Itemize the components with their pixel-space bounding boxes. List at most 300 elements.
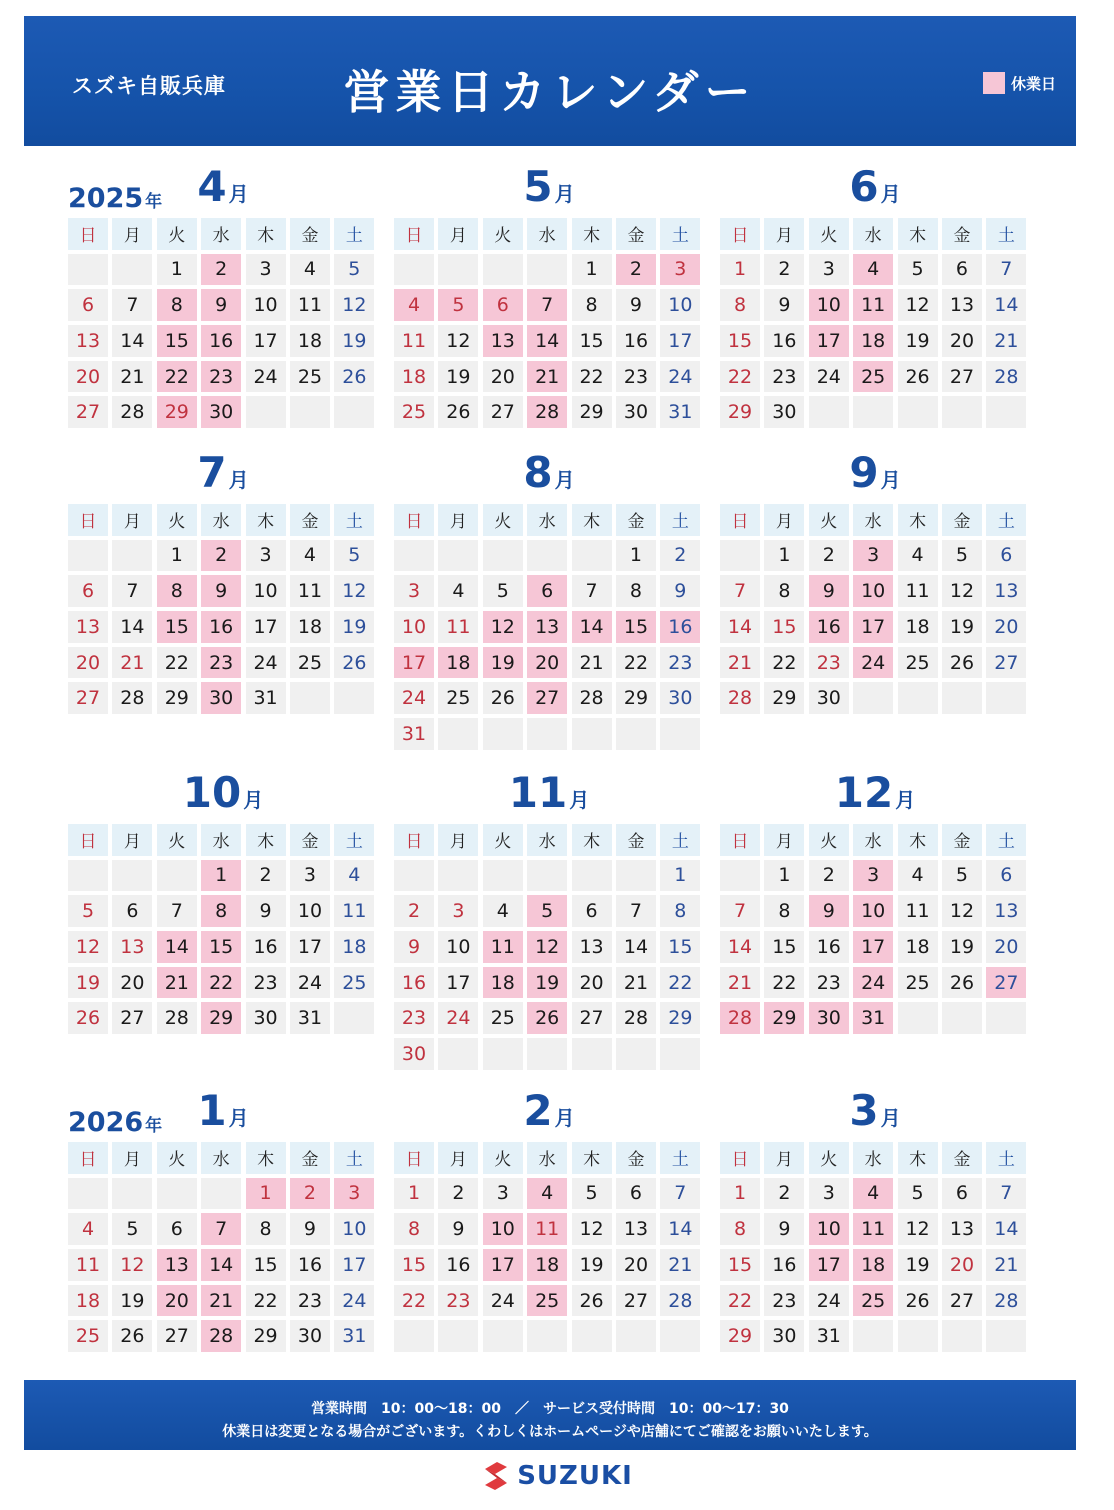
weekday-header: 木: [898, 1142, 938, 1174]
day-cell: 19: [334, 325, 374, 357]
weekday-header: 金: [290, 824, 330, 856]
day-cell: 3: [853, 540, 893, 572]
day-cell: 10: [438, 931, 478, 963]
day-cell: 11: [334, 895, 374, 927]
month-label: 7 月: [197, 448, 249, 497]
empty-cell: [898, 682, 938, 714]
day-cell: 23: [201, 361, 241, 393]
day-cell: 19: [112, 1285, 152, 1317]
day-cell: 25: [853, 361, 893, 393]
month-calendar-12: [720, 766, 1030, 1034]
day-cell: 29: [201, 1002, 241, 1034]
day-cell: 4: [853, 254, 893, 286]
day-cell: 22: [157, 361, 197, 393]
weekday-header: 金: [290, 218, 330, 250]
day-cell: 22: [246, 1285, 286, 1317]
day-cell: 27: [527, 682, 567, 714]
day-cell: 26: [572, 1285, 612, 1317]
suzuki-s-icon: [481, 1460, 511, 1492]
weekday-header: 水: [853, 1142, 893, 1174]
day-cell: 21: [572, 647, 612, 679]
day-cell: 19: [334, 611, 374, 643]
day-cell: 19: [572, 1249, 612, 1281]
day-cell: 11: [438, 611, 478, 643]
weekday-header: 日: [68, 504, 108, 536]
weekday-header: 水: [527, 824, 567, 856]
weekday-header: 火: [157, 824, 197, 856]
day-grid: [720, 824, 1030, 1034]
empty-cell: [527, 1320, 567, 1352]
month-header: [394, 1084, 704, 1142]
day-cell: 13: [986, 575, 1026, 607]
weekday-header: 火: [483, 218, 523, 250]
day-cell: 19: [438, 361, 478, 393]
day-cell: 12: [898, 1213, 938, 1245]
day-cell: 1: [660, 860, 700, 892]
weekday-header: 月: [112, 504, 152, 536]
business-hours: 営業時間 10：00〜18：00 ／ サービス受付時間 10：00〜17：30: [311, 1401, 789, 1417]
day-cell: 5: [334, 254, 374, 286]
day-grid: [68, 504, 378, 714]
empty-cell: [483, 860, 523, 892]
day-cell: 29: [764, 682, 804, 714]
empty-cell: [572, 860, 612, 892]
day-cell: 13: [112, 931, 152, 963]
day-cell: 7: [720, 575, 760, 607]
day-cell: 10: [394, 611, 434, 643]
day-cell: 26: [112, 1320, 152, 1352]
day-cell: 12: [68, 931, 108, 963]
weekday-header: 金: [290, 1142, 330, 1174]
day-cell: 13: [68, 325, 108, 357]
day-cell: 20: [483, 361, 523, 393]
weekday-header: 月: [112, 218, 152, 250]
weekday-header: 月: [112, 824, 152, 856]
day-cell: 14: [616, 931, 656, 963]
day-cell: 10: [853, 895, 893, 927]
day-cell: 19: [942, 931, 982, 963]
weekday-header: 水: [201, 824, 241, 856]
empty-cell: [527, 718, 567, 750]
day-cell: 29: [157, 682, 197, 714]
day-cell: 8: [246, 1213, 286, 1245]
day-cell: 13: [157, 1249, 197, 1281]
day-cell: 24: [246, 361, 286, 393]
day-cell: 10: [246, 289, 286, 321]
day-cell: 12: [334, 289, 374, 321]
day-cell: 25: [527, 1285, 567, 1317]
empty-cell: [290, 396, 330, 428]
day-grid: [720, 1142, 1030, 1352]
day-cell: 23: [660, 647, 700, 679]
day-cell: 10: [809, 1213, 849, 1245]
day-cell: 9: [809, 895, 849, 927]
weekday-header: 火: [809, 504, 849, 536]
day-cell: 26: [942, 967, 982, 999]
weekday-header: 月: [764, 504, 804, 536]
day-cell: 9: [660, 575, 700, 607]
day-cell: 23: [438, 1285, 478, 1317]
day-cell: 28: [527, 396, 567, 428]
day-cell: 29: [764, 1002, 804, 1034]
day-cell: 17: [438, 967, 478, 999]
day-cell: 8: [764, 575, 804, 607]
month-label: 8 月: [523, 448, 575, 497]
day-cell: 20: [68, 361, 108, 393]
day-cell: 26: [898, 1285, 938, 1317]
weekday-header: 土: [660, 504, 700, 536]
day-cell: 4: [898, 860, 938, 892]
day-cell: 11: [290, 575, 330, 607]
empty-cell: [483, 1038, 523, 1070]
weekday-header: 土: [986, 1142, 1026, 1174]
day-cell: 6: [68, 575, 108, 607]
day-cell: 15: [157, 325, 197, 357]
day-cell: 14: [112, 325, 152, 357]
day-cell: 21: [986, 1249, 1026, 1281]
weekday-header: 日: [394, 1142, 434, 1174]
day-cell: 28: [201, 1320, 241, 1352]
day-cell: 2: [764, 1178, 804, 1210]
day-cell: 22: [572, 361, 612, 393]
empty-cell: [483, 254, 523, 286]
day-cell: 19: [527, 967, 567, 999]
day-cell: 3: [809, 1178, 849, 1210]
day-cell: 22: [720, 1285, 760, 1317]
month-label: 4 月: [197, 162, 249, 211]
day-cell: 11: [394, 325, 434, 357]
weekday-header: 木: [572, 218, 612, 250]
day-cell: 25: [290, 361, 330, 393]
weekday-header: 日: [394, 824, 434, 856]
weekday-header: 火: [809, 1142, 849, 1174]
weekday-header: 土: [334, 1142, 374, 1174]
day-cell: 21: [201, 1285, 241, 1317]
day-cell: 12: [898, 289, 938, 321]
empty-cell: [246, 396, 286, 428]
empty-cell: [853, 1320, 893, 1352]
day-cell: 16: [809, 611, 849, 643]
day-grid: [68, 824, 378, 1034]
day-cell: 25: [898, 647, 938, 679]
day-cell: 2: [764, 254, 804, 286]
closing-note: 休業日は変更となる場合がございます。くわしくはホームページや店舗にてご確認をお願いいたします。: [222, 1424, 878, 1440]
day-cell: 21: [720, 967, 760, 999]
day-cell: 22: [616, 647, 656, 679]
empty-cell: [112, 254, 152, 286]
weekday-header: 日: [68, 218, 108, 250]
day-cell: 20: [942, 1249, 982, 1281]
day-cell: 24: [438, 1002, 478, 1034]
day-cell: 7: [572, 575, 612, 607]
empty-cell: [853, 682, 893, 714]
month-header: [720, 160, 1030, 218]
day-cell: 4: [290, 254, 330, 286]
day-cell: 2: [290, 1178, 330, 1210]
weekday-header: 火: [157, 504, 197, 536]
month-header: [68, 160, 378, 218]
weekday-header: 日: [720, 504, 760, 536]
weekday-header: 水: [853, 218, 893, 250]
day-cell: 15: [660, 931, 700, 963]
day-cell: 5: [483, 575, 523, 607]
weekday-header: 日: [394, 504, 434, 536]
day-cell: 16: [246, 931, 286, 963]
day-cell: 3: [290, 860, 330, 892]
day-cell: 20: [527, 647, 567, 679]
day-cell: 10: [290, 895, 330, 927]
day-cell: 7: [986, 1178, 1026, 1210]
day-cell: 9: [290, 1213, 330, 1245]
empty-cell: [112, 860, 152, 892]
day-cell: 4: [483, 895, 523, 927]
day-cell: 2: [616, 254, 656, 286]
weekday-header: 日: [720, 218, 760, 250]
weekday-header: 土: [334, 218, 374, 250]
day-cell: 18: [483, 967, 523, 999]
day-cell: 22: [764, 647, 804, 679]
day-cell: 28: [572, 682, 612, 714]
empty-cell: [720, 540, 760, 572]
day-cell: 6: [986, 860, 1026, 892]
day-cell: 22: [720, 361, 760, 393]
day-cell: 17: [483, 1249, 523, 1281]
day-cell: 15: [764, 611, 804, 643]
day-cell: 2: [394, 895, 434, 927]
empty-cell: [809, 396, 849, 428]
year-label: 2026 年: [68, 1107, 163, 1138]
month-label: 12 月: [834, 768, 916, 817]
empty-cell: [853, 396, 893, 428]
month-calendar-1: [68, 1084, 378, 1352]
day-cell: 18: [334, 931, 374, 963]
empty-cell: [616, 1320, 656, 1352]
weekday-header: 土: [986, 824, 1026, 856]
day-cell: 25: [438, 682, 478, 714]
day-cell: 13: [942, 289, 982, 321]
day-cell: 17: [246, 325, 286, 357]
day-cell: 25: [394, 396, 434, 428]
day-cell: 30: [246, 1002, 286, 1034]
day-cell: 17: [246, 611, 286, 643]
day-cell: 5: [572, 1178, 612, 1210]
day-cell: 15: [394, 1249, 434, 1281]
day-cell: 19: [898, 1249, 938, 1281]
day-cell: 4: [898, 540, 938, 572]
day-cell: 23: [246, 967, 286, 999]
weekday-header: 土: [660, 218, 700, 250]
month-header: [68, 446, 378, 504]
day-cell: 8: [616, 575, 656, 607]
closed-day-swatch: [983, 72, 1005, 94]
day-cell: 30: [616, 396, 656, 428]
day-cell: 5: [898, 254, 938, 286]
day-cell: 5: [438, 289, 478, 321]
day-cell: 12: [334, 575, 374, 607]
day-cell: 1: [720, 1178, 760, 1210]
day-cell: 23: [809, 967, 849, 999]
day-cell: 30: [201, 396, 241, 428]
day-cell: 16: [809, 931, 849, 963]
day-cell: 10: [853, 575, 893, 607]
empty-cell: [527, 860, 567, 892]
empty-cell: [898, 396, 938, 428]
weekday-header: 日: [394, 218, 434, 250]
day-cell: 31: [660, 396, 700, 428]
weekday-header: 木: [246, 824, 286, 856]
day-cell: 27: [616, 1285, 656, 1317]
day-cell: 18: [290, 611, 330, 643]
day-cell: 9: [616, 289, 656, 321]
day-cell: 17: [660, 325, 700, 357]
month-label: 3 月: [849, 1086, 901, 1135]
day-cell: 31: [394, 718, 434, 750]
day-cell: 21: [720, 647, 760, 679]
day-cell: 31: [246, 682, 286, 714]
suzuki-logo: [0, 1460, 1114, 1492]
day-cell: 30: [764, 1320, 804, 1352]
day-cell: 3: [438, 895, 478, 927]
day-cell: 6: [616, 1178, 656, 1210]
day-cell: 14: [157, 931, 197, 963]
day-cell: 10: [660, 289, 700, 321]
day-cell: 2: [809, 860, 849, 892]
day-cell: 25: [68, 1320, 108, 1352]
day-cell: 14: [201, 1249, 241, 1281]
month-header: [394, 160, 704, 218]
day-cell: 19: [68, 967, 108, 999]
day-cell: 19: [483, 647, 523, 679]
day-cell: 13: [986, 895, 1026, 927]
day-cell: 13: [68, 611, 108, 643]
weekday-header: 日: [68, 824, 108, 856]
day-cell: 8: [157, 289, 197, 321]
day-cell: 1: [201, 860, 241, 892]
day-cell: 11: [483, 931, 523, 963]
weekday-header: 月: [438, 824, 478, 856]
day-cell: 29: [616, 682, 656, 714]
day-cell: 16: [764, 1249, 804, 1281]
month-header: [394, 766, 704, 824]
day-cell: 18: [898, 611, 938, 643]
day-cell: 30: [290, 1320, 330, 1352]
month-label: 11 月: [508, 768, 590, 817]
day-cell: 29: [720, 396, 760, 428]
month-calendar-4: [68, 160, 378, 428]
month-header: [68, 1084, 378, 1142]
empty-cell: [483, 540, 523, 572]
day-cell: 15: [246, 1249, 286, 1281]
weekday-header: 日: [720, 824, 760, 856]
empty-cell: [986, 396, 1026, 428]
day-cell: 24: [853, 647, 893, 679]
month-label: 2 月: [523, 1086, 575, 1135]
day-cell: 7: [157, 895, 197, 927]
day-cell: 24: [290, 967, 330, 999]
month-calendar-5: [394, 160, 704, 428]
weekday-header: 水: [527, 1142, 567, 1174]
weekday-header: 土: [986, 218, 1026, 250]
month-calendar-8: [394, 446, 704, 750]
weekday-header: 月: [764, 218, 804, 250]
day-grid: [720, 504, 1030, 714]
empty-cell: [572, 1038, 612, 1070]
weekday-header: 土: [334, 504, 374, 536]
day-cell: 3: [660, 254, 700, 286]
empty-cell: [986, 682, 1026, 714]
day-cell: 28: [986, 361, 1026, 393]
day-cell: 15: [764, 931, 804, 963]
day-cell: 11: [853, 1213, 893, 1245]
month-calendar-7: [68, 446, 378, 714]
day-cell: 15: [720, 325, 760, 357]
empty-cell: [112, 540, 152, 572]
empty-cell: [483, 1320, 523, 1352]
day-grid: [68, 218, 378, 428]
day-cell: 17: [394, 647, 434, 679]
page-title: 営業日カレンダー: [343, 65, 757, 119]
day-cell: 16: [394, 967, 434, 999]
day-cell: 3: [483, 1178, 523, 1210]
day-cell: 19: [898, 325, 938, 357]
day-cell: 6: [483, 289, 523, 321]
day-cell: 8: [660, 895, 700, 927]
day-cell: 21: [112, 647, 152, 679]
day-cell: 28: [112, 396, 152, 428]
empty-cell: [438, 860, 478, 892]
day-cell: 10: [246, 575, 286, 607]
header-banner: [24, 16, 1076, 146]
day-cell: 15: [157, 611, 197, 643]
legend-label: 休業日: [1010, 74, 1056, 93]
day-cell: 26: [527, 1002, 567, 1034]
day-cell: 4: [527, 1178, 567, 1210]
empty-cell: [394, 1320, 434, 1352]
day-cell: 4: [290, 540, 330, 572]
empty-cell: [394, 860, 434, 892]
empty-cell: [334, 682, 374, 714]
empty-cell: [942, 1002, 982, 1034]
day-cell: 27: [483, 396, 523, 428]
month-header: [720, 1084, 1030, 1142]
day-cell: 13: [483, 325, 523, 357]
day-cell: 21: [660, 1249, 700, 1281]
day-cell: 15: [616, 611, 656, 643]
day-cell: 13: [572, 931, 612, 963]
day-cell: 26: [334, 361, 374, 393]
day-cell: 6: [112, 895, 152, 927]
day-cell: 6: [942, 254, 982, 286]
day-cell: 11: [898, 895, 938, 927]
legend: [983, 72, 1056, 94]
weekday-header: 月: [438, 504, 478, 536]
weekday-header: 水: [853, 824, 893, 856]
day-cell: 23: [809, 647, 849, 679]
empty-cell: [660, 1320, 700, 1352]
empty-cell: [572, 718, 612, 750]
month-calendar-9: [720, 446, 1030, 714]
day-cell: 2: [660, 540, 700, 572]
month-header: [720, 446, 1030, 504]
empty-cell: [942, 682, 982, 714]
day-cell: 18: [853, 325, 893, 357]
day-cell: 17: [809, 1249, 849, 1281]
day-cell: 21: [527, 361, 567, 393]
weekday-header: 金: [616, 824, 656, 856]
day-cell: 13: [527, 611, 567, 643]
day-cell: 25: [334, 967, 374, 999]
weekday-header: 金: [942, 504, 982, 536]
